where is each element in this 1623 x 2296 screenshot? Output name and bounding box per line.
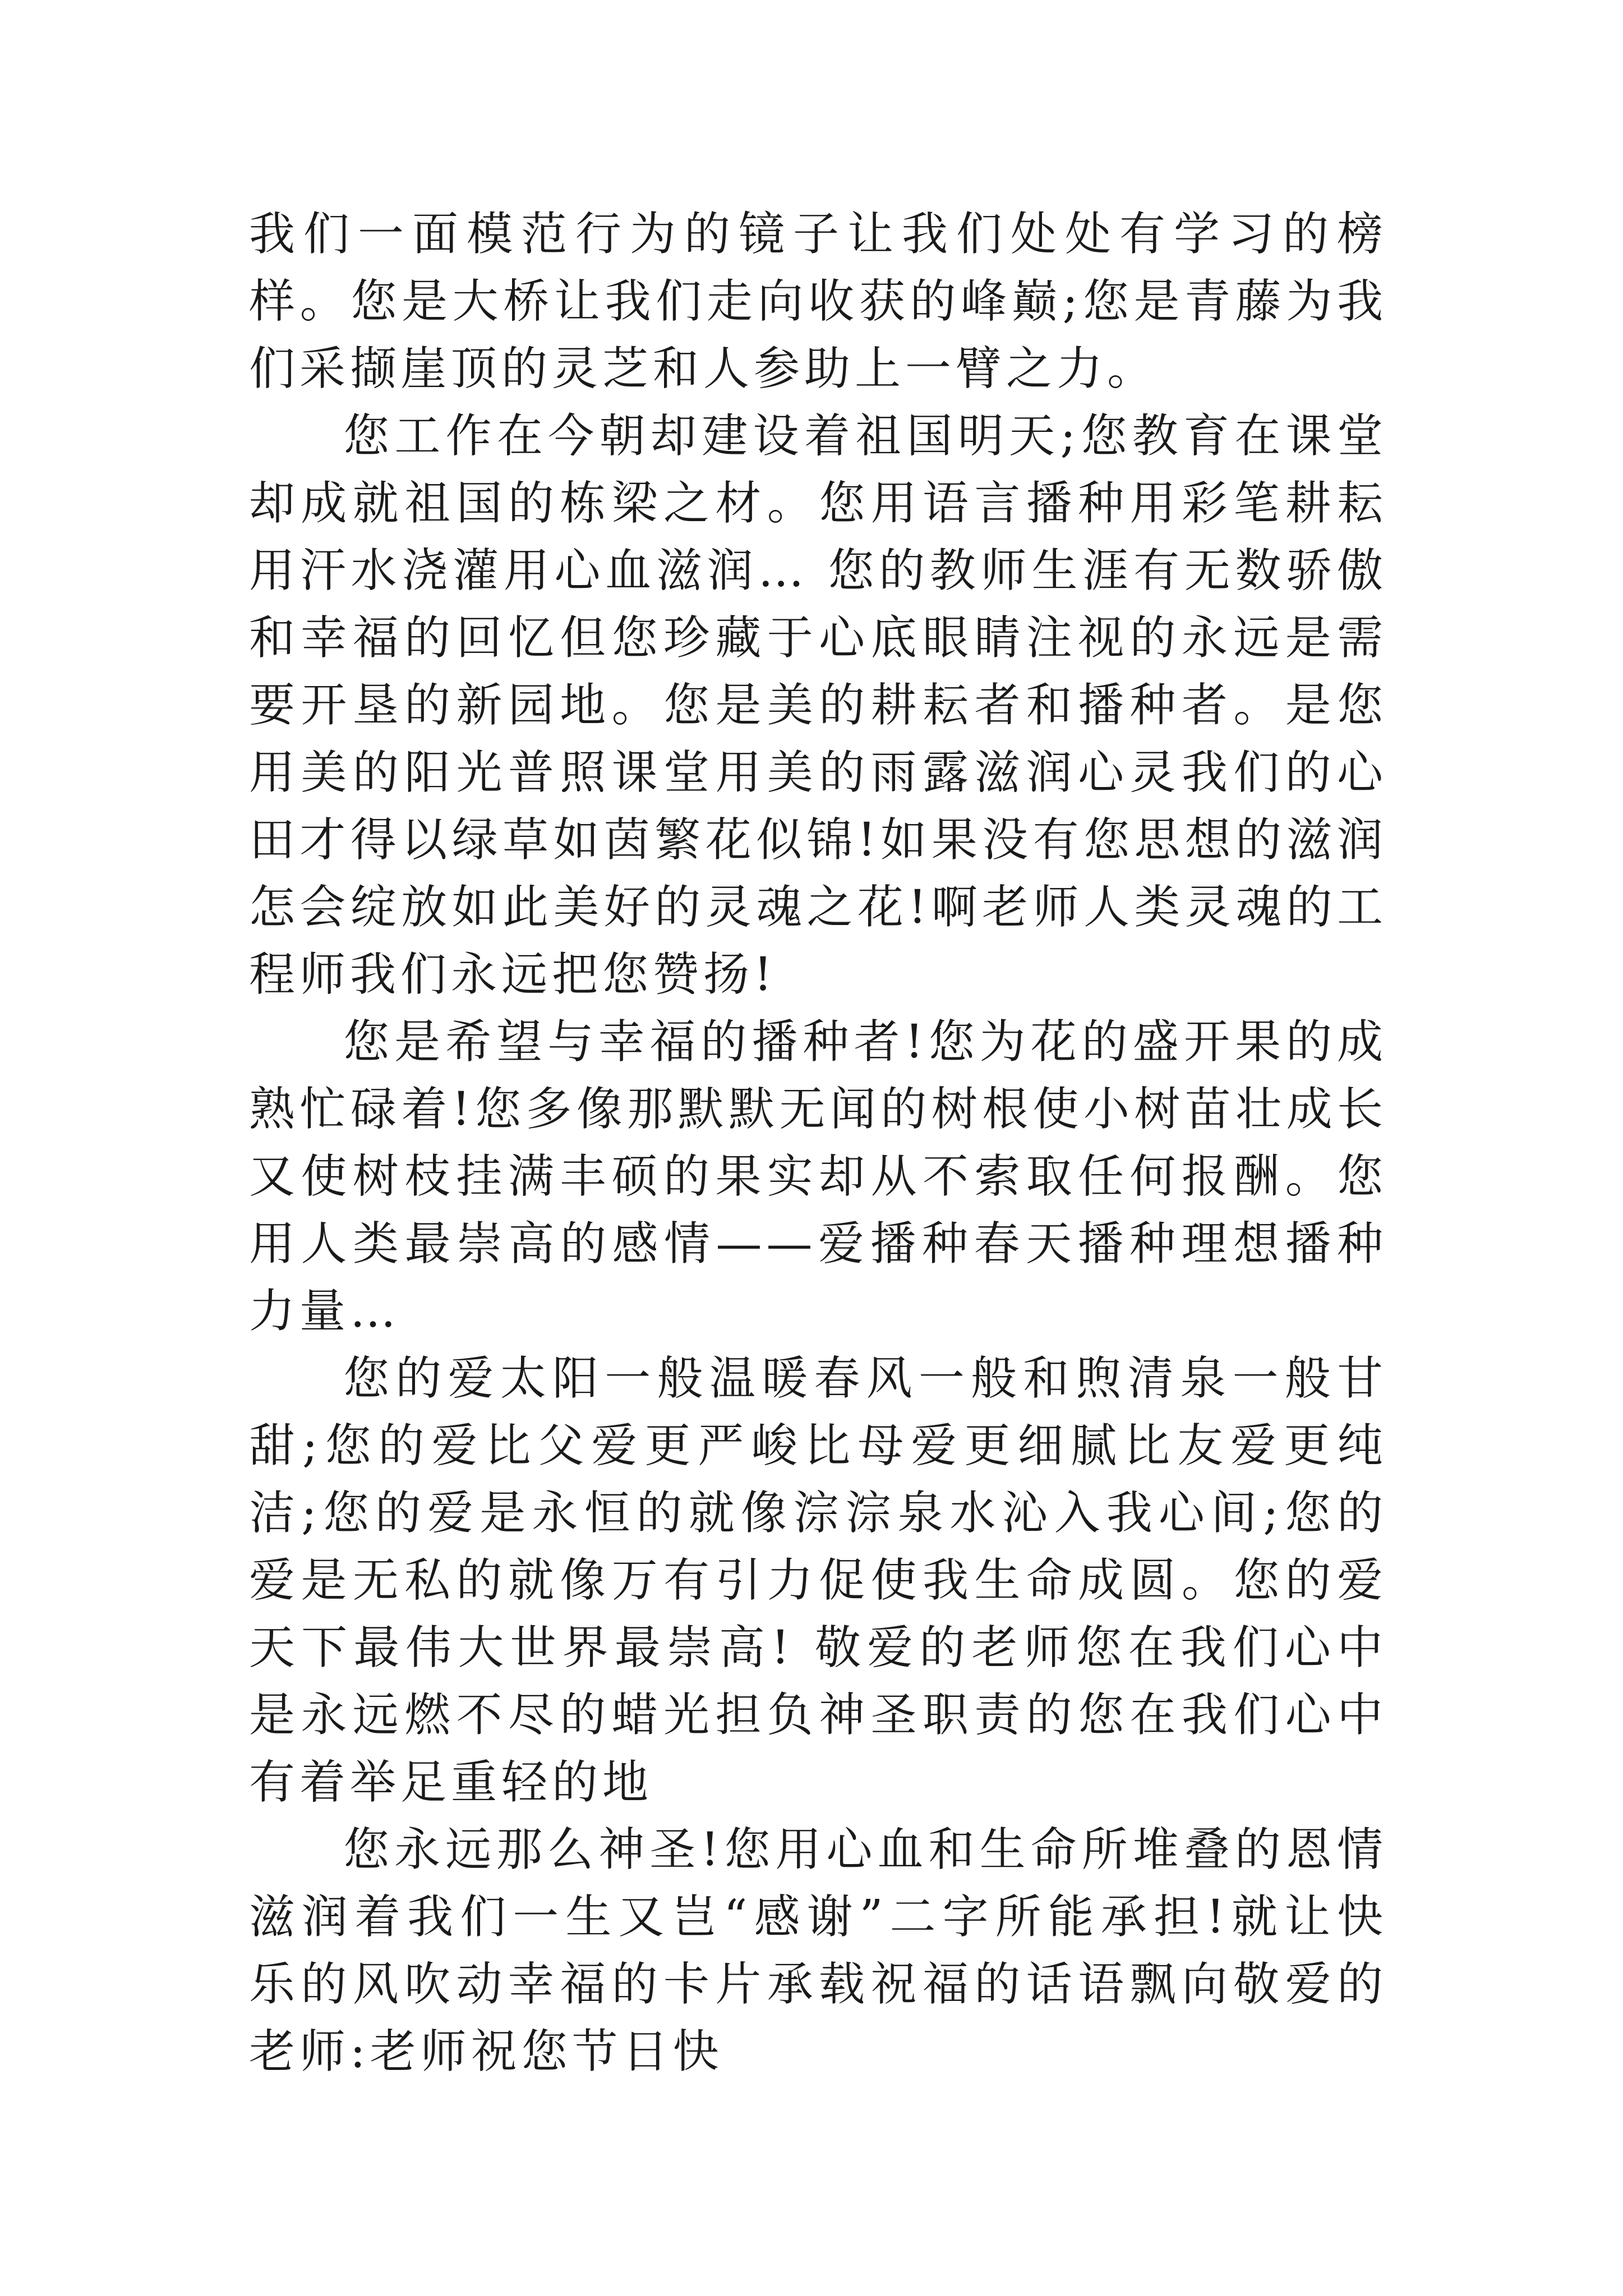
paragraph-2: 您工作在今朝却建设着祖国明天;您教育在课堂却成就祖国的栋梁之材。您用语言播种用彩笔耕耘用汗水浇灌用心血滋润… 您的教师生涯有无数骄傲和幸福的回忆但您珍藏于心底眼睛注视的永远是需要开垦的新园地。您是美的耕耘者和播种者。是您用美的阳光普照课堂用美的雨露滋润心灵我们的心田才得以绿草如茵繁花似锦!如果没有您思想的滋润怎会绽放如此美好的灵魂之花!啊老师人类灵魂的工程师我们永远把您赞扬! [249, 409, 1387, 1001]
paragraph-4: 您的爱太阳一般温暖春风一般和煦清泉一般甘甜;您的爱比父爱更严峻比母爱更细腻比友爱更纯洁;您的爱是永恒的就像淙淙泉水沁入我心间;您的爱是无私的就像万有引力促使我生命成圆。您的爱天下最伟大世界最崇高! 敬爱的老师您在我们心中是永远燃不尽的蜡光担负神圣职责的您在我们心中有着举足重轻的地 [249, 1352, 1387, 1809]
paragraph-3: 您是希望与幸福的播种者!您为花的盛开果的成熟忙碌着!您多像那默默无闻的树根使小树苗壮成长又使树枝挂满丰硕的果实却从不索取任何报酬。您用人类最崇高的感情——爱播种春天播种理想播种力量… [249, 1015, 1387, 1338]
paragraph-5: 您永远那么神圣!您用心血和生命所堆叠的恩情滋润着我们一生又岂“感谢”二字所能承担!就让快乐的风吹动幸福的卡片承载祝福的话语飘向敬爱的老师:老师祝您节日快 [249, 1823, 1387, 2078]
paragraph-1: 我们一面模范行为的镜子让我们处处有学习的榜样。您是大桥让我们走向收获的峰巅;您是青藤为我们采撷崖顶的灵芝和人参助上一臂之力。 [249, 208, 1387, 395]
document-body [249, 201, 1387, 2086]
